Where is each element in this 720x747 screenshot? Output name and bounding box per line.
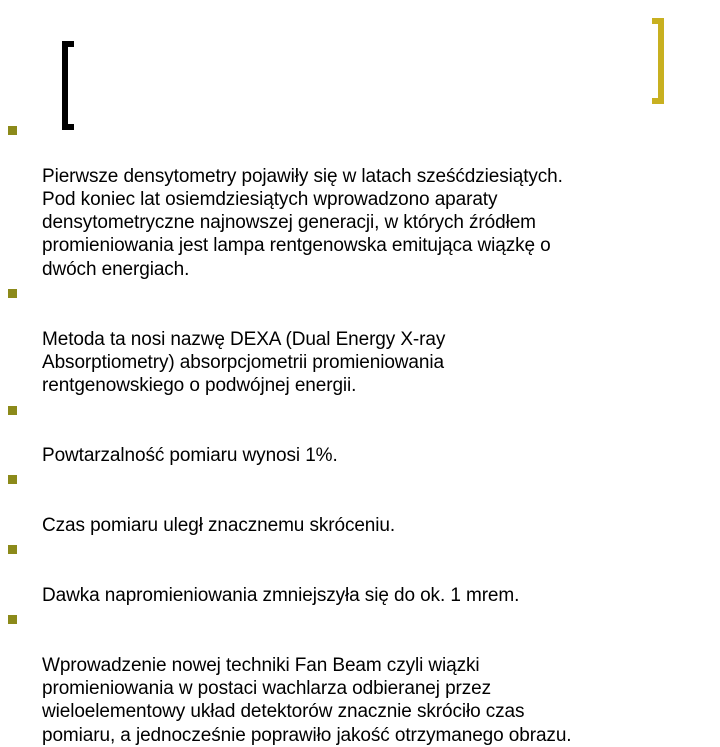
square-bullet-icon [8,406,17,415]
square-bullet-icon [8,289,17,298]
bullet-item [0,467,720,537]
bullet-item [0,118,720,281]
square-bullet-icon [8,475,17,484]
right-bracket-decoration [652,18,664,104]
bullet-text: Metoda ta nosi nazwę DEXA (Dual Energy X-ray Absorptiometry) absorpcjometrii promieniowania rentgenowskiego o podwójnej energii. [42,328,446,397]
square-bullet-icon [8,545,17,554]
bullet-text: Dawka napromieniowania zmniejszyła się do ok. 1 mrem. [42,584,520,606]
bullet-item [0,537,720,607]
square-bullet-icon [8,615,17,624]
bullet-text: Wprowadzenie nowej techniki Fan Beam czyli wiązki promieniowania w postaci wachlarza odbieranej przez wieloelementowy układ detektorów znacznie skróciło czas pomiaru, a jednocześnie poprawiło jakość otrzymanego obrazu. [42,654,572,746]
square-bullet-icon [8,126,17,135]
bullet-item [0,398,720,468]
left-bracket-decoration [62,41,74,130]
bullet-text: Czas pomiaru uległ znacznemu skróceniu. [42,515,396,537]
bullet-item [0,281,720,397]
bullet-text: Powtarzalność pomiaru wynosi 1%. [42,445,338,467]
bullet-list [0,118,720,747]
bullet-text: Pierwsze densytometry pojawiły się w latach sześćdziesiątych. Pod koniec lat osiemdziesiątych wprowadzono aparaty densytometryczne najnowszej generacji, w których źródłem promieniowania jest lampa rentgenowska emitująca wiązkę o dwóch energiach. [42,165,563,280]
bullet-item [0,607,720,747]
